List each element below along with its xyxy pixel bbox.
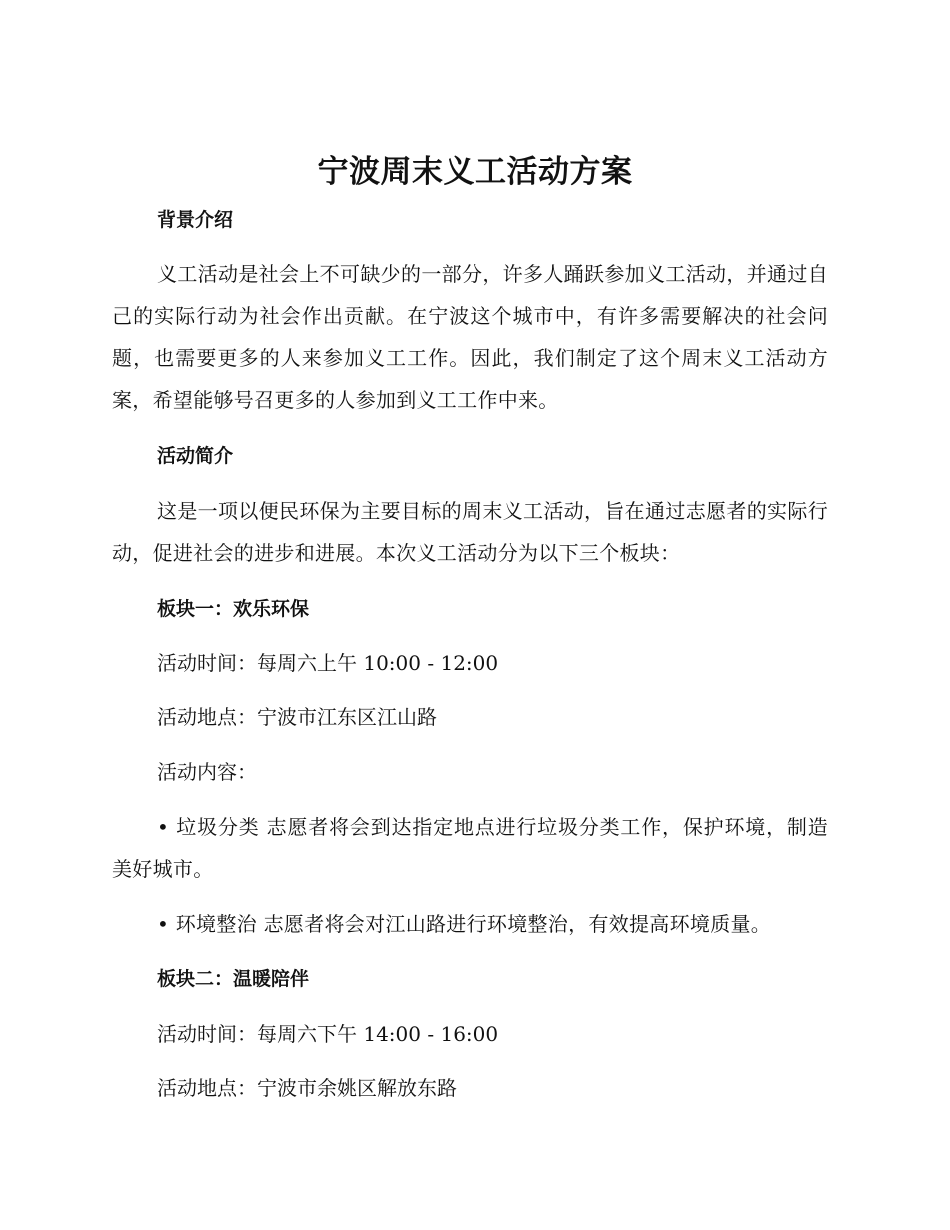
paragraph-intro: 这是一项以便民环保为主要目标的周末义工活动，旨在通过志愿者的实际行动，促进社会的进步和进展。本次义工活动分为以下三个板块： [112,499,828,565]
paragraph-background: 义工活动是社会上不可缺少的一部分，许多人踊跃参加义工活动，并通过自己的实际行动为社会作出贡献。在宁波这个城市中，有许多需要解决的社会问题，也需要更多的人来参加义工工作。因此，我们制定了这个周末义工活动方案，希望能够号召更多的人参加到义工工作中来。 [112,262,828,412]
section-heading-block2: 板块二：温暖陪伴 [157,968,310,990]
block1-bullet-cleanup: • 环境整治 志愿者将会对江山路进行环境整治，有效提高环境质量。 [157,912,772,936]
section-heading-block1: 板块一：欢乐环保 [157,598,310,620]
block1-content-label: 活动内容： [157,760,257,784]
block1-bullet-sorting: • 垃圾分类 志愿者将会到达指定地点进行垃圾分类工作，保护环境，制造美好城市。 [112,815,828,881]
block1-location: 活动地点：宁波市江东区江山路 [157,705,437,729]
block2-time: 活动时间：每周六下午 14:00 - 16:00 [157,1022,499,1046]
section-heading-background: 背景介绍 [157,209,234,231]
page-title: 宁波周末义工活动方案 [317,154,633,190]
section-heading-intro: 活动简介 [157,445,234,467]
block2-location: 活动地点：宁波市余姚区解放东路 [157,1076,457,1100]
block1-time: 活动时间：每周六上午 10:00 - 12:00 [157,651,499,675]
